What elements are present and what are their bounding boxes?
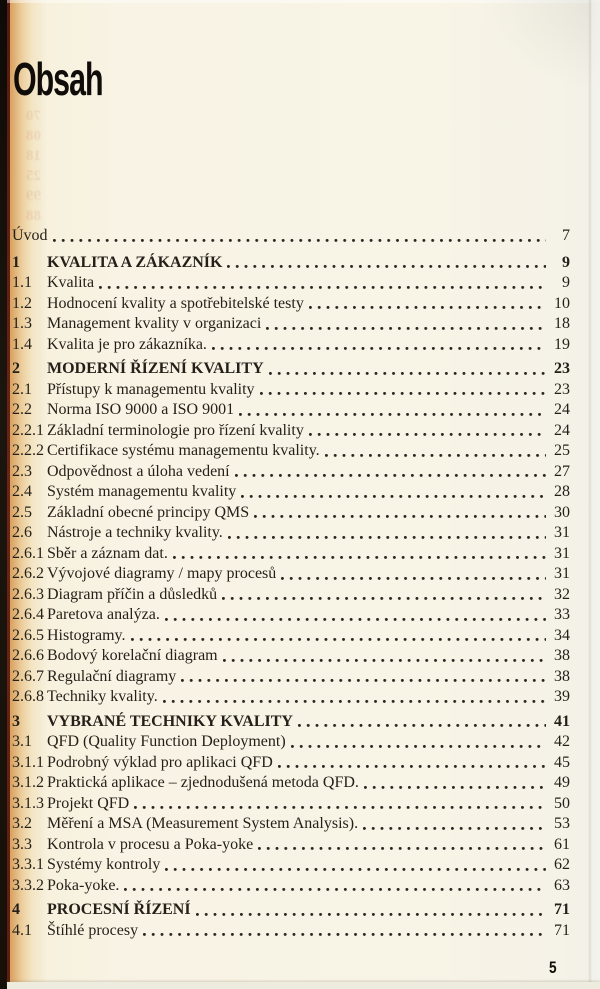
toc-entry-title: Management kvality v organizaci [47, 315, 262, 332]
toc-entry-title: Úvod [12, 227, 48, 244]
dot-leader [212, 335, 546, 356]
toc-entry-title: Přístupy k managementu kvality [47, 380, 255, 398]
dot-leader [309, 294, 546, 315]
dot-leader [228, 523, 546, 544]
toc-entry-title: Základní obecné principy QMS [47, 503, 250, 521]
dot-leader [143, 921, 546, 942]
toc-entry-title: Systémy kontroly [47, 856, 161, 873]
toc-entry-title: Histogramy. [47, 626, 126, 644]
toc-row [12, 380, 570, 401]
page-bottom-edge [7, 982, 600, 989]
toc-section-number: 2.6.6 [12, 647, 44, 664]
dot-leader [254, 503, 546, 524]
toc-section-number: 3.1.1 [12, 753, 44, 771]
toc-row [12, 687, 570, 708]
toc-section-number: 2.6 [12, 524, 32, 541]
dot-leader [266, 314, 546, 335]
page-title: Obsah [13, 53, 103, 105]
toc-page-number: 30 [554, 503, 570, 521]
toc-section-number: 3.2 [12, 815, 32, 832]
toc-row [12, 855, 570, 876]
toc-section-number: 2.2.2 [12, 442, 44, 459]
toc-row [12, 876, 570, 897]
toc-entry-title: Podrobný výklad pro aplikaci QFD [47, 753, 273, 771]
toc-page-number: 7 [562, 227, 570, 244]
toc-page-number: 23 [554, 360, 570, 377]
toc-section-number: 4.1 [12, 921, 32, 939]
show-through-digit: 25 [26, 168, 41, 184]
toc-entry-title: Diagram příčin a důsledků [47, 585, 218, 603]
show-through-digit: 88 [26, 208, 41, 224]
toc-entry-title: PROCESNÍ ŘÍZENÍ [47, 901, 191, 918]
toc-section-number: 2.4 [12, 483, 32, 500]
dot-leader [165, 855, 546, 876]
toc-entry-title: Certifikace systému managementu kvality. [47, 442, 320, 459]
cover-maroon-strip [7, 0, 10, 989]
toc-entry-title: Vývojové diagramy / mapy procesů [47, 565, 277, 582]
toc-entry-title: Měření a MSA (Measurement System Analysis). [47, 815, 359, 832]
dot-leader [222, 585, 546, 606]
toc-page-number: 10 [554, 294, 570, 312]
show-through-digit: 08 [26, 128, 41, 144]
toc-page-number: 32 [554, 585, 570, 603]
toc-entry-title: Štíhlé procesy [47, 921, 139, 939]
show-through-digit: 70 [26, 108, 41, 124]
toc-entry-title: Základní terminologie pro řízení kvality [47, 421, 304, 439]
toc-section-number: 2.6.7 [12, 667, 44, 685]
toc-page-number: 28 [554, 483, 570, 500]
toc-page-number: 24 [554, 401, 570, 418]
toc-section-number: 2.6.2 [12, 565, 44, 582]
toc-row [12, 921, 570, 942]
dot-leader [260, 380, 546, 401]
footer-page-number: 5 [549, 958, 557, 977]
toc-entry-title: Kontrola v procesu a Poka-yoke [47, 835, 254, 853]
toc-row [12, 273, 570, 294]
toc-row [12, 400, 570, 421]
dot-leader [363, 814, 546, 835]
dot-leader [134, 794, 546, 815]
toc-row [12, 441, 570, 462]
dot-leader [258, 835, 546, 856]
dot-leader [309, 421, 546, 442]
toc-section-number: 3.1.2 [12, 774, 44, 791]
toc-section-number: 2.2 [12, 401, 32, 418]
dot-leader [269, 359, 546, 380]
dot-leader [227, 253, 546, 274]
toc-page-number: 19 [554, 335, 570, 353]
dot-leader [364, 773, 546, 794]
dot-leader [241, 482, 546, 503]
toc-page-number: 71 [554, 921, 570, 939]
toc-page-number: 49 [554, 774, 570, 791]
toc-page-number: 34 [554, 626, 570, 644]
toc-page-number: 61 [554, 835, 570, 853]
toc-page-number: 9 [562, 253, 570, 271]
dot-leader [278, 753, 546, 774]
toc-row [12, 626, 570, 647]
toc-row [12, 482, 570, 503]
toc-entry-title: Systém managementu kvality [47, 483, 237, 500]
toc-section-number: 1.1 [12, 274, 32, 291]
toc-section-number: 2.6.3 [12, 585, 44, 603]
toc-section-number: 1.2 [12, 294, 32, 312]
toc-entry-title: MODERNÍ ŘÍZENÍ KVALITY [47, 360, 264, 377]
toc-entry-title: Odpovědnost a úloha vedení [47, 462, 230, 480]
toc-section-number: 3.1.3 [12, 794, 44, 812]
show-through-digit: 18 [26, 148, 41, 164]
dot-leader [173, 544, 546, 565]
toc-section-number: 3 [12, 712, 20, 730]
dot-leader [163, 687, 546, 708]
toc-page-number: 41 [554, 712, 570, 730]
toc-entry-title: Projekt QFD [47, 794, 130, 812]
toc-page-number: 62 [554, 856, 570, 873]
toc-page-number: 63 [554, 876, 570, 894]
toc-section-number: 3.3.1 [12, 856, 44, 873]
show-through-numbers [26, 106, 41, 226]
dot-leader [239, 400, 546, 421]
page-right-edge [588, 0, 600, 989]
toc-section-number: 3.3 [12, 835, 32, 853]
dot-leader [235, 462, 546, 483]
toc-entry-title: Regulační diagramy [47, 667, 177, 685]
book-binding-edge [0, 0, 7, 989]
toc-entry-title: Nástroje a techniky kvality. [47, 524, 223, 541]
dot-leader [223, 646, 546, 667]
toc-row [12, 900, 570, 921]
toc-section-number: 1 [12, 253, 20, 271]
toc-entry-title: Techniky kvality. [47, 688, 158, 705]
toc-page-number: 31 [554, 565, 570, 582]
toc-row [12, 335, 570, 356]
dot-leader [325, 441, 546, 462]
toc-row [12, 646, 570, 667]
toc-row [12, 814, 570, 835]
toc-section-number: 1.4 [12, 335, 32, 353]
toc-entry-title: Norma ISO 9000 a ISO 9001 [47, 401, 235, 418]
toc-section-number: 2 [12, 360, 20, 377]
toc-row [12, 732, 570, 753]
toc-section-number: 3.3.2 [12, 876, 44, 894]
toc-page-number: 42 [554, 733, 570, 750]
dot-leader [165, 605, 546, 626]
dot-leader [131, 626, 546, 647]
toc-row [12, 564, 570, 585]
toc-entry-title: VYBRANÉ TECHNIKY KVALITY [47, 712, 293, 730]
toc-row [12, 794, 570, 815]
toc-page-number: 71 [554, 901, 570, 918]
toc-row [12, 226, 570, 247]
toc-row [12, 314, 570, 335]
toc-row [12, 359, 570, 380]
toc-entry-title: Paretova analýza. [47, 606, 160, 623]
dot-leader [291, 732, 546, 753]
scan-corner-shade [480, 0, 600, 90]
toc-entry-title: Kvalita [47, 274, 95, 291]
toc-section-number: 2.6.1 [12, 544, 44, 562]
dot-leader [124, 876, 546, 897]
toc-entry-title: Poka-yoke. [47, 876, 120, 894]
dot-leader [181, 667, 546, 688]
toc-row [12, 421, 570, 442]
toc-section-number: 3.1 [12, 733, 32, 750]
toc-page-number: 33 [554, 606, 570, 623]
toc-row [12, 462, 570, 483]
toc-page-number: 53 [554, 815, 570, 832]
toc-page-number: 38 [554, 647, 570, 664]
toc-section-number: 2.2.1 [12, 421, 44, 439]
toc-entry-title: Bodový korelační diagram [47, 647, 218, 664]
toc-row [12, 605, 570, 626]
toc-page-number: 27 [554, 462, 570, 480]
dot-leader [298, 712, 546, 733]
toc-section-number: 4 [12, 901, 20, 918]
toc-page-number: 50 [554, 794, 570, 812]
toc-section-number: 2.6.5 [12, 626, 44, 644]
toc-row [12, 835, 570, 856]
toc-page-number: 24 [554, 421, 570, 439]
toc-page-number: 18 [554, 315, 570, 332]
toc-row [12, 585, 570, 606]
toc-section-number: 2.5 [12, 503, 32, 521]
toc-page-number: 31 [554, 544, 570, 562]
toc-entry-title: Kvalita je pro zákazníka. [47, 335, 207, 353]
toc-page-number: 39 [554, 688, 570, 705]
toc-page-number: 9 [562, 274, 570, 291]
toc-row [12, 253, 570, 274]
dot-leader [53, 226, 546, 247]
toc-section-number: 2.3 [12, 462, 32, 480]
toc-section-number: 2.6.4 [12, 606, 44, 623]
toc-row [12, 753, 570, 774]
toc-list [12, 226, 570, 941]
toc-row [12, 667, 570, 688]
toc-page-number: 45 [554, 753, 570, 771]
dot-leader [99, 273, 546, 294]
toc-row [12, 712, 570, 733]
toc-page-number: 31 [554, 524, 570, 541]
toc-section-number: 2.1 [12, 380, 32, 398]
toc-row [12, 544, 570, 565]
toc-section-number: 1.3 [12, 315, 32, 332]
toc-entry-title: QFD (Quality Function Deployment) [47, 733, 286, 750]
toc-page-number: 25 [554, 442, 570, 459]
dot-leader [196, 900, 546, 921]
toc-row [12, 523, 570, 544]
toc-entry-title: Hodnocení kvality a spotřebitelské testy [47, 294, 304, 312]
show-through-digit: 99 [26, 188, 41, 204]
toc-entry-title: Praktická aplikace – zjednodušená metoda QFD. [47, 774, 359, 791]
toc-page-number: 23 [554, 380, 570, 398]
toc-entry-title: Sběr a záznam dat. [47, 544, 168, 562]
toc-page-number: 38 [554, 667, 570, 685]
toc-section-number: 2.6.8 [12, 688, 44, 705]
dot-leader [281, 564, 546, 585]
toc-row [12, 773, 570, 794]
toc-row [12, 294, 570, 315]
toc-row [12, 503, 570, 524]
toc-entry-title: KVALITA A ZÁKAZNÍK [47, 253, 223, 271]
